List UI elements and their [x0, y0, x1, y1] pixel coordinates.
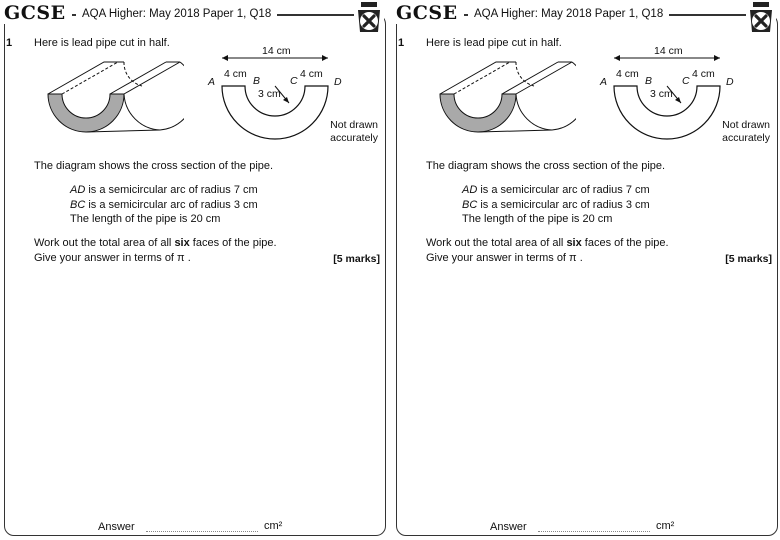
point-d-label: D [334, 76, 342, 88]
crossed-tools-logo-icon [746, 0, 776, 34]
question-card-left [4, 0, 386, 540]
question-intro: Here is lead pipe cut in half. [34, 37, 170, 49]
diagram-description: The diagram shows the cross section of the pipe. [34, 160, 274, 172]
right-thickness-label: 4 cm [692, 68, 715, 80]
point-c-label: C [290, 75, 298, 87]
fact-bc-symbol: BC [70, 198, 86, 211]
not-drawn-line1: Not drawn [330, 119, 378, 131]
marks-label: [5 marks] [333, 253, 380, 265]
point-a-label: A [600, 76, 608, 88]
fact-ad-text: is a semicircular arc of radius 7 cm [477, 184, 650, 196]
fact-bc [70, 198, 258, 213]
fact-ad [70, 183, 258, 198]
answer-unit: cm² [264, 520, 283, 532]
given-facts [70, 183, 258, 227]
not-drawn-line2: accurately [722, 132, 770, 144]
task-line1 [426, 236, 669, 251]
fact-bc-text: is a semicircular arc of radius 3 cm [477, 198, 650, 211]
not-drawn-line2: accurately [330, 132, 378, 144]
fact-ad-text: is a semicircular arc of radius 7 cm [85, 184, 258, 196]
crossed-tools-logo-icon [354, 0, 384, 34]
task-line2: Give your answer in terms of π . [426, 251, 583, 264]
paper-reference: AQA Higher: May 2018 Paper 1, Q18 [76, 6, 277, 22]
not-drawn-note [330, 119, 378, 145]
given-facts [462, 183, 650, 227]
diagram-description: The diagram shows the cross section of the pipe. [426, 160, 666, 172]
fact-ad-symbol: AD [462, 184, 478, 196]
fact-bc-symbol: BC [462, 198, 478, 211]
gcse-brand: GCSE [4, 2, 72, 24]
width-label: 14 cm [262, 45, 291, 57]
pipe-3d-drawing [44, 56, 184, 136]
answer-label: Answer [490, 521, 527, 533]
answer-line[interactable] [146, 531, 258, 532]
task-instructions [34, 236, 277, 265]
inner-radius-label: 3 cm [650, 88, 673, 100]
point-b-label: B [645, 75, 653, 87]
answer-unit: cm² [656, 520, 675, 532]
task-line1-pre: Work out the total area of all [426, 237, 567, 249]
task-line2: Give your answer in terms of π . [34, 251, 191, 264]
gcse-brand: GCSE [396, 2, 464, 24]
task-line1-post: faces of the pipe. [581, 237, 669, 249]
task-line1-bold: six [566, 237, 582, 249]
marks-label: [5 marks] [725, 253, 772, 265]
fact-ad-symbol: AD [70, 184, 86, 196]
point-d-label: D [726, 76, 734, 88]
point-b-label: B [253, 75, 261, 87]
fact-bc-text: is a semicircular arc of radius 3 cm [85, 198, 258, 211]
answer-line[interactable] [538, 531, 650, 532]
left-thickness-label: 4 cm [616, 68, 639, 80]
task-instructions [426, 236, 669, 265]
fact-bc [462, 198, 650, 213]
paper-reference: AQA Higher: May 2018 Paper 1, Q18 [468, 6, 669, 22]
right-thickness-label: 4 cm [300, 68, 323, 80]
question-number: 1 [398, 37, 405, 49]
point-c-label: C [682, 75, 690, 87]
task-line1-pre: Work out the total area of all [34, 237, 175, 249]
task-line1 [34, 236, 277, 251]
fact-ad [462, 183, 650, 198]
fact-length: The length of the pipe is 20 cm [70, 213, 221, 225]
question-intro: Here is lead pipe cut in half. [426, 37, 562, 49]
width-label: 14 cm [654, 45, 683, 57]
task-line1-post: faces of the pipe. [189, 237, 277, 249]
not-drawn-note [722, 119, 770, 145]
inner-radius-label: 3 cm [258, 88, 281, 100]
task-line1-bold: six [174, 237, 190, 249]
question-card-right [396, 0, 778, 540]
answer-label: Answer [98, 521, 135, 533]
fact-length: The length of the pipe is 20 cm [462, 213, 613, 225]
question-number: 1 [6, 37, 13, 49]
left-thickness-label: 4 cm [224, 68, 247, 80]
point-a-label: A [208, 76, 216, 88]
pipe-3d-drawing [436, 56, 576, 136]
not-drawn-line1: Not drawn [722, 119, 770, 131]
